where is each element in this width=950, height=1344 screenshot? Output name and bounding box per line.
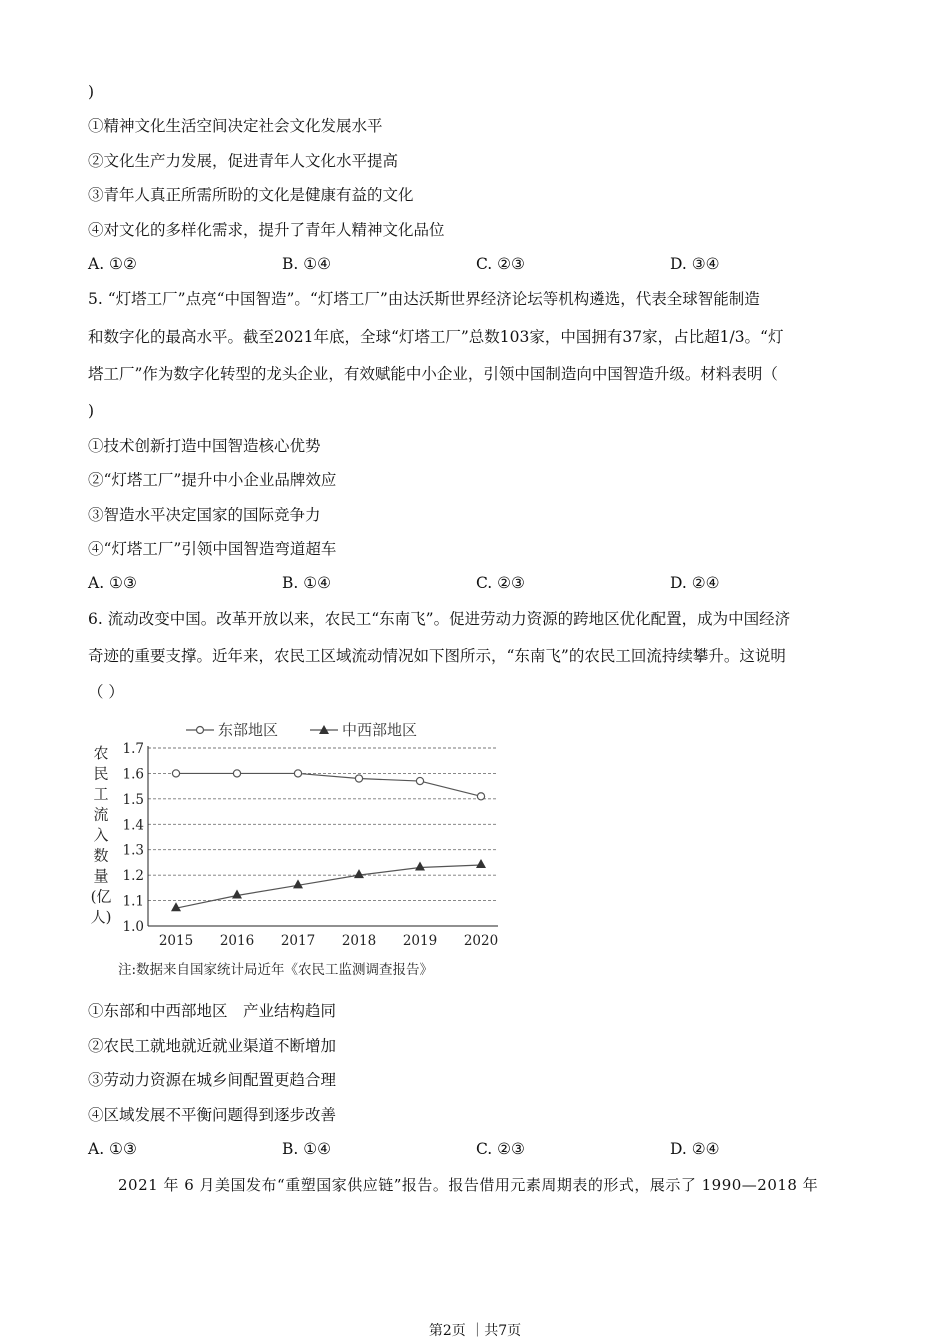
q4-option-b[interactable]: B. ①④	[282, 255, 332, 273]
chart-svg	[88, 712, 528, 984]
q4-item-1: ①精神文化生活空间决定社会文化发展水平	[88, 117, 383, 135]
y-axis-label-char: 人)	[90, 908, 112, 926]
q5-item-3: ③智造水平决定国家的国际竞争力	[88, 506, 321, 524]
migration-line-chart	[88, 712, 528, 984]
y-tick-label: 1.2	[122, 868, 144, 885]
q5-options	[88, 573, 868, 593]
y-axis-label-char: 入	[93, 826, 109, 844]
q4-item-4: ④对文化的多样化需求，提升了青年人精神文化品位	[88, 221, 445, 239]
legend-marker-east	[197, 727, 204, 734]
q5-stem-line-2: 和数字化的最高水平。截至2021年底，全球“灯塔工厂”总数103家，中国拥有37家，占比超1/3。“灯	[88, 328, 784, 346]
data-point-central-west	[293, 879, 303, 888]
chart-source-note: 注:数据来自国家统计局近年《农民工监测调查报告》	[118, 962, 434, 978]
y-tick-label: 1.1	[122, 893, 144, 910]
q5-option-c[interactable]: C. ②③	[476, 574, 525, 592]
q4-item-3: ③青年人真正所需所盼的文化是健康有益的文化	[88, 186, 414, 204]
x-tick-label: 2020	[463, 933, 499, 949]
q5-option-b[interactable]: B. ①④	[282, 574, 332, 592]
data-point-east	[416, 777, 423, 784]
data-point-central-west	[354, 869, 364, 878]
data-point-east	[294, 770, 301, 777]
y-axis-label-char: (亿	[90, 887, 112, 906]
q4-option-a[interactable]: A. ①②	[88, 255, 137, 273]
q5-item-1: ①技术创新打造中国智造核心优势	[88, 437, 321, 455]
passage-intro-line: 2021 年 6 月美国发布“重塑国家供应链”报告。报告借用元素周期表的形式，展示了 1990—2018 年	[118, 1176, 819, 1194]
data-point-central-west	[232, 889, 242, 898]
q6-option-c[interactable]: C. ②③	[476, 1140, 525, 1158]
data-point-east	[233, 770, 240, 777]
y-tick-label: 1.0	[122, 919, 144, 935]
q6-item-2: ②农民工就地就近就业渠道不断增加	[88, 1037, 337, 1055]
y-axis-label-char: 民	[93, 764, 109, 783]
q4-option-d[interactable]: D. ③④	[670, 255, 720, 273]
q6-answer-paren: （ ）	[88, 683, 124, 701]
y-tick-label: 1.3	[122, 842, 144, 859]
x-tick-label: 2015	[158, 933, 194, 949]
y-tick-label: 1.6	[122, 766, 144, 783]
q4-item-2: ②文化生产力发展，促进青年人文化水平提高	[88, 152, 399, 170]
data-point-east	[172, 770, 179, 777]
q6-item-4: ④区域发展不平衡问题得到逐步改善	[88, 1106, 337, 1124]
q5-stem-line-3: 塔工厂”作为数字化转型的龙头企业，有效赋能中小企业，引领中国制造向中国智造升级。材料表明（	[88, 365, 778, 383]
q5-option-d[interactable]: D. ②④	[670, 574, 720, 592]
q5-option-a[interactable]: A. ①③	[88, 574, 137, 592]
x-tick-label: 2019	[402, 933, 438, 949]
series-line-central-west	[176, 865, 481, 908]
q5-item-4: ④“灯塔工厂”引领中国智造弯道超车	[88, 540, 337, 558]
q6-item-3: ③劳动力资源在城乡间配置更趋合理	[88, 1071, 337, 1089]
q5-stem-line-1: 5. “灯塔工厂”点亮“中国智造”。“灯塔工厂”由达沃斯世界经济论坛等机构遴选，代表全球智能制造	[88, 290, 760, 308]
x-tick-label: 2018	[341, 933, 377, 949]
q6-option-a[interactable]: A. ①③	[88, 1140, 137, 1158]
q6-item-1: ①东部和中西部地区 产业结构趋同	[88, 1002, 337, 1020]
y-axis-label-char: 工	[93, 785, 109, 803]
q6-stem-line-1: 6. 流动改变中国。改革开放以来，农民工“东南飞”。促进劳动力资源的跨地区优化配置，成为中国经济	[88, 610, 791, 628]
q6-option-d[interactable]: D. ②④	[670, 1140, 720, 1158]
q6-options	[88, 1139, 868, 1159]
q4-option-c[interactable]: C. ②③	[476, 255, 525, 273]
y-tick-label: 1.7	[122, 741, 144, 757]
y-axis-label-char: 数	[93, 846, 109, 865]
data-point-central-west	[415, 862, 425, 871]
y-axis-label-char: 流	[93, 805, 109, 824]
data-point-east	[355, 775, 362, 782]
page-footer: 第2页 ｜共7页	[428, 1323, 522, 1339]
q6-option-b[interactable]: B. ①④	[282, 1140, 332, 1158]
data-point-central-west	[171, 902, 181, 911]
data-point-east	[477, 793, 484, 800]
y-axis-label-char: 量	[93, 867, 109, 885]
y-tick-label: 1.5	[122, 791, 144, 808]
legend-label-east: 东部地区	[218, 721, 279, 739]
q6-stem-line-2: 奇迹的重要支撑。近年来，农民工区域流动情况如下图所示，“东南飞”的农民工回流持续攀升。这说明	[88, 647, 786, 665]
q4-options	[88, 254, 868, 274]
q4-closing-paren: )	[88, 83, 95, 101]
data-point-central-west	[476, 859, 486, 868]
q5-item-2: ②“灯塔工厂”提升中小企业品牌效应	[88, 471, 337, 489]
x-tick-label: 2017	[280, 933, 316, 949]
legend-label-central-west: 中西部地区	[342, 721, 418, 739]
y-axis-label-char: 农	[93, 744, 109, 762]
q5-closing-paren: )	[88, 402, 95, 420]
series-line-east	[176, 773, 481, 796]
x-tick-label: 2016	[219, 933, 255, 949]
y-tick-label: 1.4	[122, 817, 144, 834]
